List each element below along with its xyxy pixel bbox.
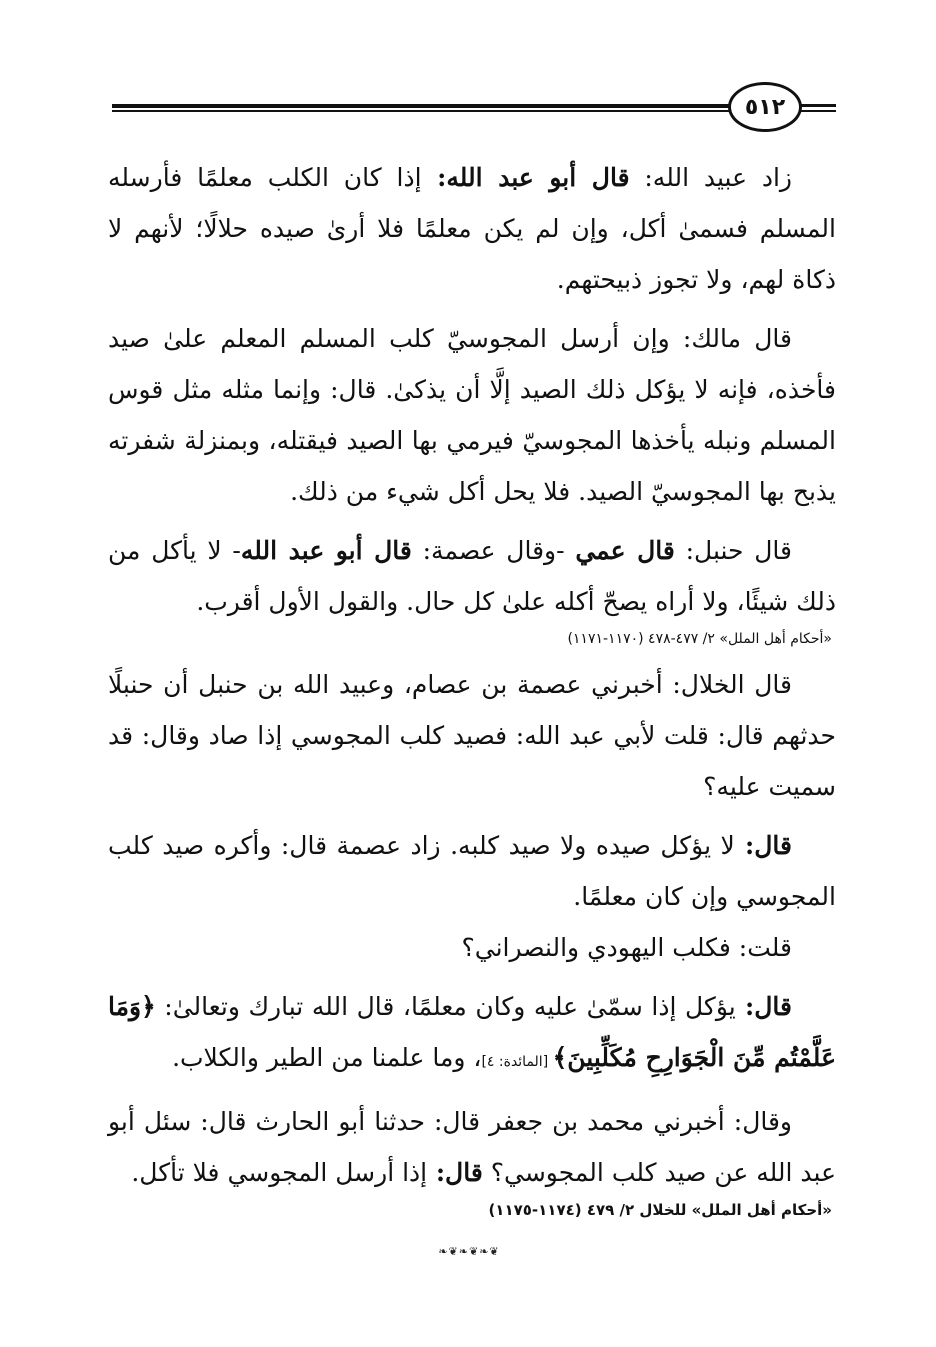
text-run: وقال: أخبرني محمد بن جعفر قال: حدثنا أبو الحارث قال: سئل أبو عبد الله عن صيد كلب المجوسي؟ [108, 1107, 836, 1187]
paragraph-8 [108, 1096, 836, 1198]
page-number: ٥١٢ [744, 94, 786, 120]
ornament-glyphs: ❧❦❧❦❧❦ [438, 1244, 500, 1258]
text-run: - لا يأكل من ذلك شيئًا، ولا أراه يصحّ أكله علىٰ كل حال. والقول الأول أقرب. [108, 536, 836, 616]
text-run: يؤكل إذا سمّىٰ عليه وكان معلمًا، قال الله تبارك وتعالىٰ: [155, 992, 736, 1021]
text-run: قلت: فكلب اليهودي والنصراني؟ [461, 933, 792, 962]
speaker-label: قال: [427, 1158, 483, 1187]
source-reference-2: «أحكام أهل الملل» للخلال ٢/ ٤٧٩ (١١٧٤-١١٧٥) [488, 1201, 832, 1219]
speaker-label: قال عمي [575, 536, 675, 565]
speaker-label: قال: [734, 831, 792, 860]
text-run: -وقال عصمة: [411, 536, 576, 565]
text-run: ، وما علمنا من الطير والكلاب. [172, 1043, 482, 1072]
verse-citation: [المائدة: ٤] [481, 1054, 553, 1070]
text-run: قال حنبل: [674, 536, 792, 565]
speaker-label: قال: [735, 992, 792, 1021]
paragraph-5 [108, 820, 836, 922]
text-run: إذا كان الكلب معلمًا فأرسله المسلم فسمىٰ أكل، وإن لم يكن معلمًا فلا أرىٰ صيده حلالًا؛ لأنهم لا ذكاة لهم، ولا تجوز ذبيحتهم. [108, 163, 836, 294]
paragraph-4 [108, 659, 836, 812]
footer-ornament [396, 1244, 542, 1258]
quran-verse: ﴿وَمَا عَلَّمْتُم مِّنَ الْجَوَارِحِ مُكَلِّبِينَ﴾ [108, 992, 836, 1072]
page-body [108, 152, 836, 1222]
text-run: لا يؤكل صيده ولا صيد كلبه. زاد عصمة قال: وأكره صيد كلب المجوسي وإن كان معلمًا. [108, 831, 836, 911]
header-rule-right [800, 104, 836, 112]
text-run: قال الخلال: أخبرني عصمة بن عصام، وعبيد الله بن حنبل أن حنبلًا حدثهم قال: قلت لأبي عبد الله: فصيد كلب المجوسي إذا صاد وقال: قد سميت عليه؟ [108, 670, 836, 801]
speaker-label: قال أبو عبد الله: [421, 163, 630, 192]
paragraph-6 [108, 922, 836, 973]
header-rule-left [112, 104, 730, 112]
text-run: زاد عبيد الله: [629, 163, 792, 192]
paragraph-7 [108, 981, 836, 1088]
speaker-label: قال أبو عبد الله [240, 536, 412, 565]
text-run: إذا أرسل المجوسي فلا تأكل. [131, 1158, 428, 1187]
paragraph-2 [108, 313, 836, 517]
paragraph-3 [108, 525, 836, 627]
source-reference-1: «أحكام أهل الملل» ٢/ ٤٧٧-٤٧٨ (١١٧٠-١١٧١) [567, 631, 832, 647]
page-number-badge [728, 82, 802, 132]
text-run: قال مالك: وإن أرسل المجوسيّ كلب المسلم المعلم علىٰ صيد فأخذه، فإنه لا يؤكل ذلك الصيد إلَّا أن يذكىٰ. قال: وإنما مثله مثل قوس المسلم ونبله يأخذها المجوسيّ فيرمي بها الصيد فيقتله، وبمنزلة شفرته يذبح بها المجوسيّ الصيد. فلا يحل أكل شيء من ذلك. [108, 324, 836, 506]
paragraph-1 [108, 152, 836, 305]
